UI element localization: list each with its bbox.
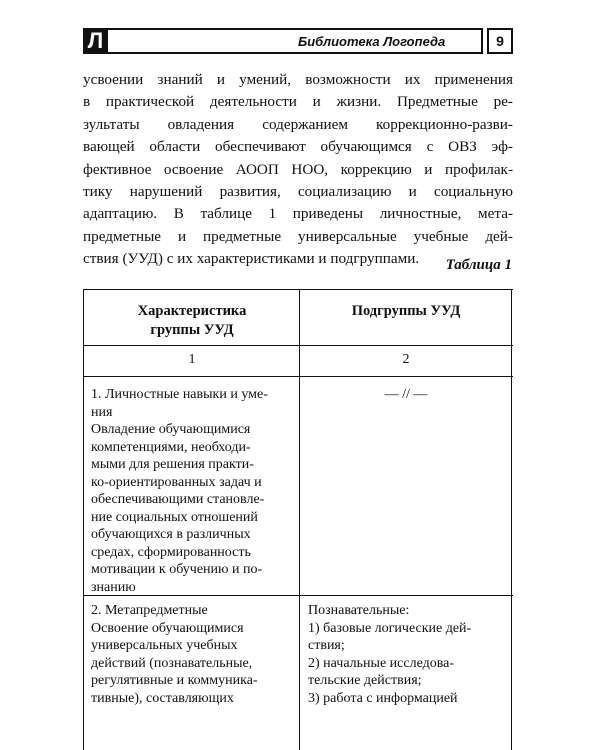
paragraph-line: вающей области обеспечивают обучающимся с ОВЗ эф- [83,138,513,156]
cell-line: компетенциями, необходи- [91,439,251,455]
row2-col2-cell [308,602,508,707]
cell-line: обучающихся в различных [91,527,251,542]
cell-line: мыми для решения практи- [91,457,254,472]
cell-line: мотивации к обучению и по- [91,562,263,577]
cell-line: обеспечивающими становле- [91,492,265,507]
row1-col2-cell [301,386,511,404]
header-bar [108,28,483,54]
row2-col1-cell [91,602,296,707]
body-paragraph [83,69,513,271]
cell-line: знанию [91,579,136,595]
running-header [83,28,510,54]
uud-table [83,289,513,750]
paragraph-line: фективное освоение АООП НОО, коррекцию и профилак- [83,160,513,178]
table-rule-header [83,345,513,346]
cell-line: ния [91,404,113,420]
page-number: 9 [487,28,513,54]
paragraph-line: предметные и предметные универсальные учебные дей- [83,227,513,245]
paragraph-line: зультаты овладения содержанием коррекционно-разви- [83,115,513,133]
cell-line: тивные), составляющих [91,690,234,706]
cell-line: — // — [384,387,428,402]
cell-line: 1. Личностные навыки и уме- [91,387,268,402]
cell-line: 1) базовые логические дей- [308,620,472,636]
cell-line: регулятивные и коммуника- [91,673,258,688]
cell-line: ствия; [308,638,345,653]
table-header-col1 [85,302,299,340]
header-line: Характеристика [137,303,247,319]
header-title: Библиотека Логопеда [298,34,446,49]
column-number-1: 1 [188,352,196,367]
table-border-left [83,289,84,750]
table-caption: Таблица 1 [445,257,512,273]
table-header-col2 [301,302,511,321]
table-rule-numbers [83,376,513,377]
cell-line: 3) работа с информацией [308,690,458,706]
header-line: Подгруппы УУД [351,303,461,319]
cell-line: Освоение обучающимися [91,620,244,636]
cell-line: средах, сформированность [91,544,251,560]
library-logo: Л [83,28,108,54]
paragraph-line: усвоении знаний и умений, возможности их применения [83,71,513,88]
paragraph-line: ствия (УУД) с их характеристиками и подгруппами. [83,250,420,268]
table-border-right [511,289,512,750]
cell-line: Познавательные: [308,603,410,618]
cell-line: ко-ориентированных задач и [91,474,262,490]
paragraph-line: адаптацию. В таблице 1 приведены личностные, мета- [83,205,513,223]
cell-line: 2. Метапредметные [91,603,208,618]
cell-line: Овладение обучающимися [91,422,251,437]
paragraph-line: в практической деятельности и жизни. Предметные ре- [83,93,513,111]
column-number-2: 2 [402,352,410,367]
cell-line: ние социальных отношений [91,509,258,525]
paragraph-line: тику нарушений развития, социализацию и социальную [83,183,513,201]
table-column-divider [299,289,300,750]
cell-line: тельские действия; [308,673,422,688]
table-rule-top [83,289,513,290]
row1-col1-cell [91,386,296,596]
header-line: группы УУД [150,322,234,338]
cell-line: универсальных учебных [91,638,238,653]
cell-line: действий (познавательные, [91,655,253,671]
cell-line: 2) начальные исследова- [308,655,455,671]
